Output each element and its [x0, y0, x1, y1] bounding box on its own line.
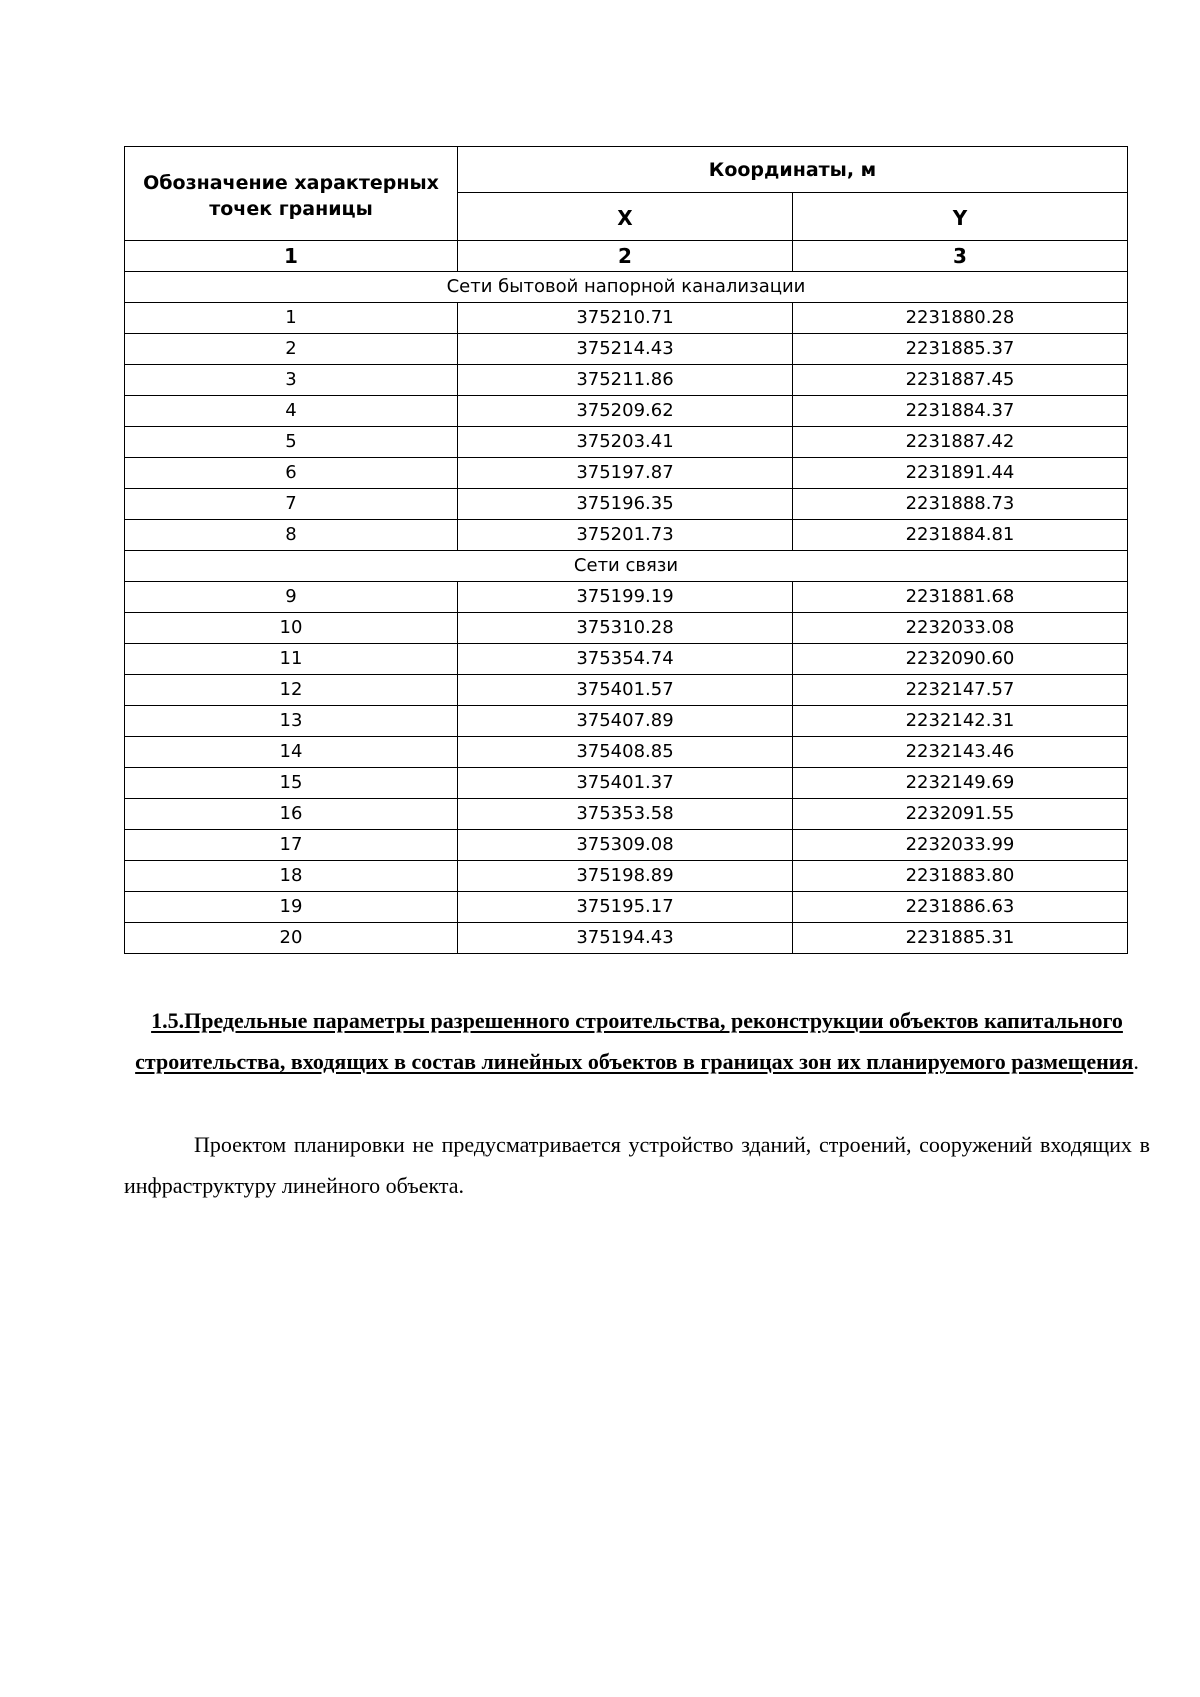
cell-point: 7	[125, 489, 458, 520]
cell-x: 375354.74	[458, 644, 793, 675]
table-row	[125, 799, 1128, 830]
cell-point: 19	[125, 892, 458, 923]
cell-point: 5	[125, 427, 458, 458]
section-heading-period: .	[1133, 1049, 1139, 1074]
cell-y: 2232149.69	[793, 768, 1128, 799]
cell-x: 375210.71	[458, 303, 793, 334]
table-row	[125, 427, 1128, 458]
header-coordinates: Координаты, м	[458, 147, 1128, 193]
column-number-1: 1	[125, 241, 458, 272]
cell-point: 15	[125, 768, 458, 799]
cell-point: 2	[125, 334, 458, 365]
cell-x: 375214.43	[458, 334, 793, 365]
cell-point: 3	[125, 365, 458, 396]
cell-y: 2231881.68	[793, 582, 1128, 613]
cell-y: 2232147.57	[793, 675, 1128, 706]
cell-x: 375408.85	[458, 737, 793, 768]
section-heading	[124, 1000, 1150, 1082]
table-row	[125, 334, 1128, 365]
header-x: X	[458, 193, 793, 241]
cell-x: 375401.37	[458, 768, 793, 799]
cell-y: 2231887.45	[793, 365, 1128, 396]
cell-x: 375310.28	[458, 613, 793, 644]
table-row	[125, 675, 1128, 706]
table-row	[125, 706, 1128, 737]
table-row	[125, 861, 1128, 892]
cell-x: 375209.62	[458, 396, 793, 427]
cell-point: 12	[125, 675, 458, 706]
table-row	[125, 396, 1128, 427]
cell-y: 2232143.46	[793, 737, 1128, 768]
cell-y: 2231884.37	[793, 396, 1128, 427]
table-row	[125, 892, 1128, 923]
table-row	[125, 613, 1128, 644]
cell-point: 9	[125, 582, 458, 613]
cell-y: 2232090.60	[793, 644, 1128, 675]
cell-x: 375203.41	[458, 427, 793, 458]
cell-y: 2231891.44	[793, 458, 1128, 489]
cell-y: 2232091.55	[793, 799, 1128, 830]
cell-y: 2231885.31	[793, 923, 1128, 954]
cell-point: 1	[125, 303, 458, 334]
table-row	[125, 520, 1128, 551]
table-row	[125, 458, 1128, 489]
cell-x: 375196.35	[458, 489, 793, 520]
section-row	[125, 272, 1128, 303]
section-row	[125, 551, 1128, 582]
cell-x: 375401.57	[458, 675, 793, 706]
cell-y: 2232033.08	[793, 613, 1128, 644]
cell-point: 14	[125, 737, 458, 768]
table-row	[125, 768, 1128, 799]
table-row	[125, 923, 1128, 954]
cell-x: 375198.89	[458, 861, 793, 892]
cell-x: 375201.73	[458, 520, 793, 551]
column-number-row	[125, 241, 1128, 272]
header-row	[125, 147, 1128, 193]
cell-point: 6	[125, 458, 458, 489]
cell-y: 2231886.63	[793, 892, 1128, 923]
cell-y: 2231880.28	[793, 303, 1128, 334]
section-title: Сети связи	[125, 551, 1128, 582]
cell-y: 2231888.73	[793, 489, 1128, 520]
table-row	[125, 830, 1128, 861]
cell-point: 11	[125, 644, 458, 675]
table-row	[125, 737, 1128, 768]
section-title: Сети бытовой напорной канализации	[125, 272, 1128, 303]
cell-point: 13	[125, 706, 458, 737]
column-number-3: 3	[793, 241, 1128, 272]
cell-point: 18	[125, 861, 458, 892]
table-row	[125, 365, 1128, 396]
body-paragraph: Проектом планировки не предусматривается устройство зданий, строений, сооружений входящих в инфраструктуру линейного объекта.	[124, 1132, 1150, 1198]
cell-point: 10	[125, 613, 458, 644]
table-row	[125, 644, 1128, 675]
cell-x: 375309.08	[458, 830, 793, 861]
coordinates-table-body	[125, 147, 1128, 954]
section-heading-text: 1.5.Предельные параметры разрешенного строительства, реконструкции объектов капитального строительства, входящих в состав линейных объектов в границах зон их планируемого размещения	[135, 1008, 1134, 1074]
table-row	[125, 303, 1128, 334]
cell-y: 2231884.81	[793, 520, 1128, 551]
cell-y: 2231887.42	[793, 427, 1128, 458]
cell-y: 2232033.99	[793, 830, 1128, 861]
cell-y: 2231885.37	[793, 334, 1128, 365]
cell-x: 375211.86	[458, 365, 793, 396]
cell-x: 375353.58	[458, 799, 793, 830]
cell-y: 2231883.80	[793, 861, 1128, 892]
cell-point: 16	[125, 799, 458, 830]
cell-x: 375199.19	[458, 582, 793, 613]
table-row	[125, 582, 1128, 613]
cell-y: 2232142.31	[793, 706, 1128, 737]
cell-point: 17	[125, 830, 458, 861]
cell-x: 375194.43	[458, 923, 793, 954]
cell-x: 375195.17	[458, 892, 793, 923]
coordinates-table	[124, 146, 1128, 954]
header-y: Y	[793, 193, 1128, 241]
cell-x: 375407.89	[458, 706, 793, 737]
table-row	[125, 489, 1128, 520]
header-points: Обозначение характерных точек границы	[125, 147, 458, 241]
cell-point: 8	[125, 520, 458, 551]
cell-point: 4	[125, 396, 458, 427]
cell-x: 375197.87	[458, 458, 793, 489]
cell-point: 20	[125, 923, 458, 954]
column-number-2: 2	[458, 241, 793, 272]
